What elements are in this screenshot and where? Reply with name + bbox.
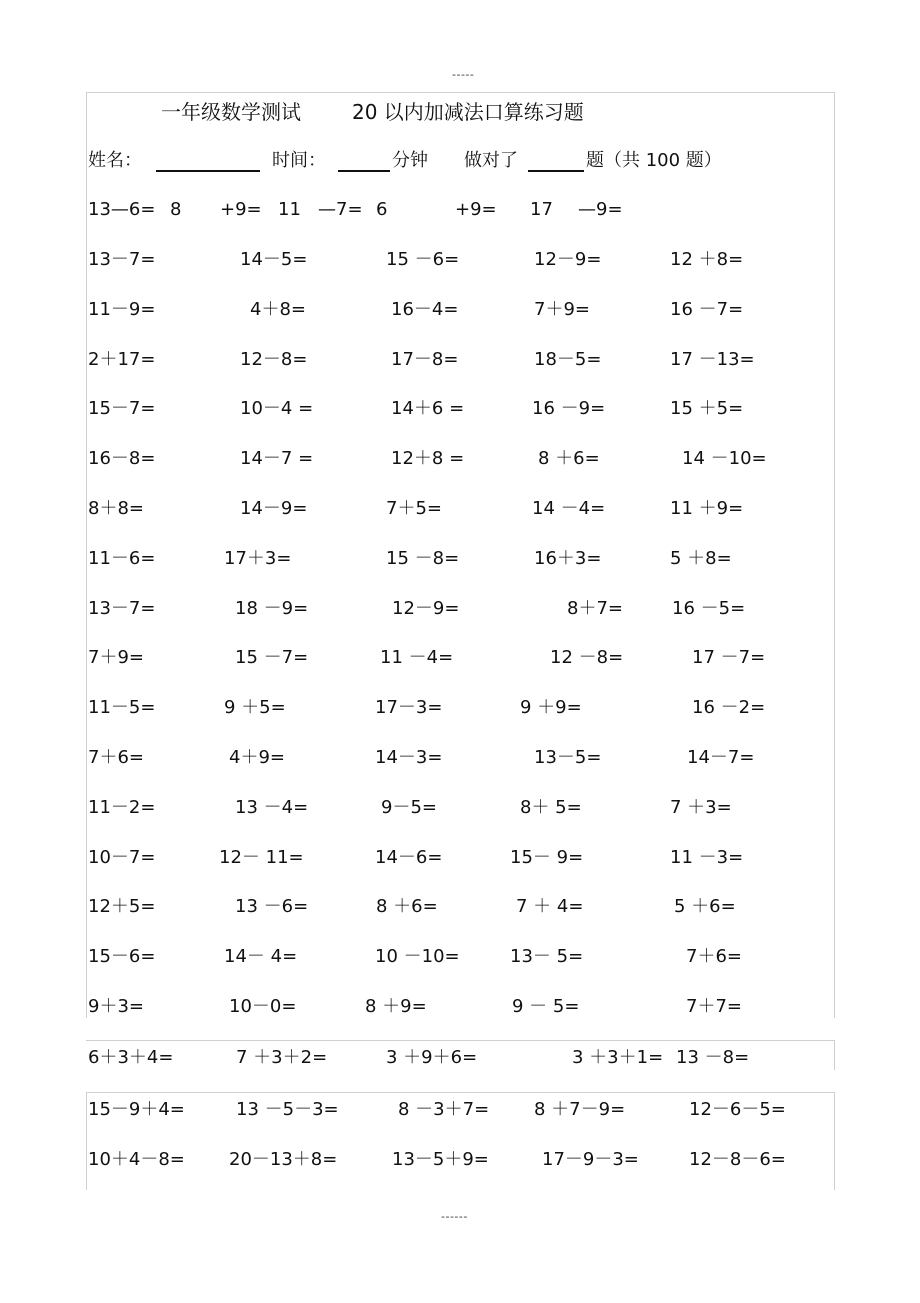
title-subject: 20 以内加减法口算练习题 — [352, 100, 584, 124]
problem-cell: 14＋6 = — [391, 398, 465, 420]
problem-cell: 7＋6= — [88, 747, 144, 768]
problem-cell: 14－ 4= — [224, 946, 298, 968]
problem-cell: 5 ＋6= — [674, 896, 736, 918]
problem-cell: 11－2= — [88, 796, 156, 818]
problem-cell: 7＋7= — [686, 996, 742, 1017]
problem-cell: 7＋6= — [686, 946, 742, 968]
minutes-label: 分钟 — [392, 150, 428, 171]
problem-cell: 17 — [530, 199, 553, 220]
problem-cell: 17＋3= — [224, 547, 292, 569]
time-label: 时间： — [272, 150, 326, 171]
total-questions-label: 题（共 100 题） — [586, 150, 722, 171]
problem-cell: 11 －3= — [670, 846, 744, 868]
problem-cell: 18－5= — [534, 348, 602, 370]
problem-cell: 15－7= — [88, 398, 156, 420]
problem-cell: 12－6－5= — [689, 1099, 786, 1120]
problem-cell: 14 －10= — [682, 448, 767, 470]
problem-cell: 3 ＋3＋1= — [572, 1047, 664, 1068]
problem-cell: 6＋3＋4= — [88, 1047, 174, 1068]
problem-cell: 12 －8= — [550, 647, 624, 669]
problem-cell: 10 －10= — [375, 946, 460, 968]
done-label: 做对了 — [464, 150, 518, 171]
problem-cell: 7＋5= — [386, 498, 442, 519]
problem-cell: 17－9－3= — [542, 1149, 639, 1170]
title-grade: 一年级数学测试 — [161, 100, 301, 124]
row-box-right-line — [834, 1040, 835, 1070]
problem-cell: 7 ＋3= — [670, 796, 732, 818]
frame-top-line — [86, 92, 835, 93]
problem-cell: 14－7= — [687, 747, 755, 768]
problem-cell: 13－7= — [88, 597, 156, 619]
problem-cell: 10－4 = — [240, 398, 314, 420]
problem-cell: 12＋8 = — [391, 448, 465, 470]
header-mark: ----- — [452, 68, 475, 81]
problem-cell: 8＋ 5= — [520, 796, 582, 818]
problem-cell: 5 ＋8= — [670, 547, 732, 569]
problem-cell: 8 －3＋7= — [398, 1099, 490, 1120]
problem-cell: 15－9＋4= — [88, 1099, 185, 1120]
problem-cell: —9= — [578, 199, 623, 220]
problem-cell: 2＋17= — [88, 348, 156, 370]
problem-cell: 4＋8= — [250, 298, 306, 320]
problem-cell: 6 — [376, 199, 388, 220]
problem-cell: 13－5＋9= — [392, 1149, 489, 1170]
problem-cell: 4＋9= — [229, 747, 285, 768]
problem-cell: 16 －7= — [670, 298, 744, 320]
problem-cell: 13－7= — [88, 249, 156, 270]
problem-cell: 12－ 11= — [219, 846, 304, 868]
problem-cell: 15 －8= — [386, 547, 460, 569]
problem-cell: 9＋3= — [88, 996, 144, 1017]
problem-cell: +9= — [455, 199, 497, 220]
problem-cell: 13—6= — [88, 199, 156, 220]
problem-cell: 14－7 = — [240, 448, 314, 470]
problem-cell: 13 －4= — [235, 796, 309, 818]
problem-cell: 16－4= — [391, 298, 459, 320]
problem-cell: 12－9= — [534, 249, 602, 270]
problem-cell: 13－ 5= — [510, 946, 584, 968]
problem-cell: 14－5= — [240, 249, 308, 270]
problem-cell: 10＋4－8= — [88, 1149, 185, 1170]
problem-cell: 13 －5－3= — [236, 1099, 339, 1120]
problem-cell: 12－9= — [392, 597, 460, 619]
problem-cell: 13－5= — [534, 747, 602, 768]
problem-cell: 11－5= — [88, 697, 156, 719]
problem-cell: 8 — [170, 199, 182, 220]
block-box-right-line — [834, 1092, 835, 1190]
problem-cell: 12－8－6= — [689, 1149, 786, 1170]
problem-cell: 14－3= — [375, 747, 443, 768]
problem-cell: 17 －13= — [670, 348, 755, 370]
problem-cell: 20－13＋8= — [229, 1149, 338, 1170]
problem-cell: 8 ＋6= — [376, 896, 438, 918]
problem-cell: 11－9= — [88, 298, 156, 320]
problem-cell: 17 －7= — [692, 647, 766, 669]
frame-right-line — [834, 92, 835, 1018]
row-box-top-line — [86, 1040, 835, 1041]
problem-cell: 8 ＋6= — [538, 448, 600, 470]
problem-cell: 9－5= — [381, 796, 437, 818]
problem-cell: 7＋9= — [534, 298, 590, 320]
problem-cell: 10－7= — [88, 846, 156, 868]
problem-cell: 11－6= — [88, 547, 156, 569]
problem-cell: 8＋7= — [567, 597, 623, 619]
problem-cell: 12 ＋8= — [670, 249, 744, 270]
problem-cell: 16 －2= — [692, 697, 766, 719]
problem-cell: 17－8= — [391, 348, 459, 370]
problem-cell: 11 －4= — [380, 647, 454, 669]
footer-mark: ------ — [441, 1210, 468, 1223]
problem-cell: +9= — [220, 199, 262, 220]
problem-cell: —7= — [318, 199, 363, 220]
problem-cell: 15－ 9= — [510, 846, 584, 868]
problem-cell: 14－6= — [375, 846, 443, 868]
time-blank[interactable] — [338, 170, 390, 172]
problem-cell: 15 ＋5= — [670, 398, 744, 420]
name-blank[interactable] — [156, 170, 260, 172]
problem-cell: 7 ＋ 4= — [516, 896, 584, 918]
problem-cell: 3 ＋9＋6= — [386, 1047, 478, 1068]
problem-cell: 15－6= — [88, 946, 156, 968]
problem-cell: 8 ＋9= — [365, 996, 427, 1017]
problem-cell: 10－0= — [229, 996, 297, 1017]
block-box-top-line — [86, 1092, 835, 1093]
name-label: 姓名： — [88, 150, 142, 171]
problem-cell: 15 －6= — [386, 249, 460, 270]
problem-cell: 11 ＋9= — [670, 498, 744, 519]
problem-cell: 14－9= — [240, 498, 308, 519]
problem-cell: 9 ＋5= — [224, 697, 286, 719]
problem-cell: 12－8= — [240, 348, 308, 370]
problem-cell: 16 －9= — [532, 398, 606, 420]
problem-cell: 16－8= — [88, 448, 156, 470]
problem-cell: 15 －7= — [235, 647, 309, 669]
problem-cell: 11 — [278, 199, 301, 220]
problem-cell: 17－3= — [375, 697, 443, 719]
problem-cell: 7＋9= — [88, 647, 144, 669]
problem-cell: 14 －4= — [532, 498, 606, 519]
problem-cell: 9 － 5= — [512, 996, 580, 1017]
frame-left-line — [86, 92, 87, 1018]
problem-cell: 7 ＋3＋2= — [236, 1047, 328, 1068]
problem-cell: 16 －5= — [672, 597, 746, 619]
problem-cell: 16＋3= — [534, 547, 602, 569]
block-box-left-line — [86, 1092, 87, 1190]
done-blank[interactable] — [528, 170, 584, 172]
problem-cell: 13 －6= — [235, 896, 309, 918]
problem-cell: 13 －8= — [676, 1047, 750, 1068]
problem-cell: 8＋8= — [88, 498, 144, 519]
problem-cell: 8 ＋7－9= — [534, 1099, 626, 1120]
problem-cell: 9 ＋9= — [520, 697, 582, 719]
problem-cell: 12＋5= — [88, 896, 156, 918]
problem-cell: 18 －9= — [235, 597, 309, 619]
